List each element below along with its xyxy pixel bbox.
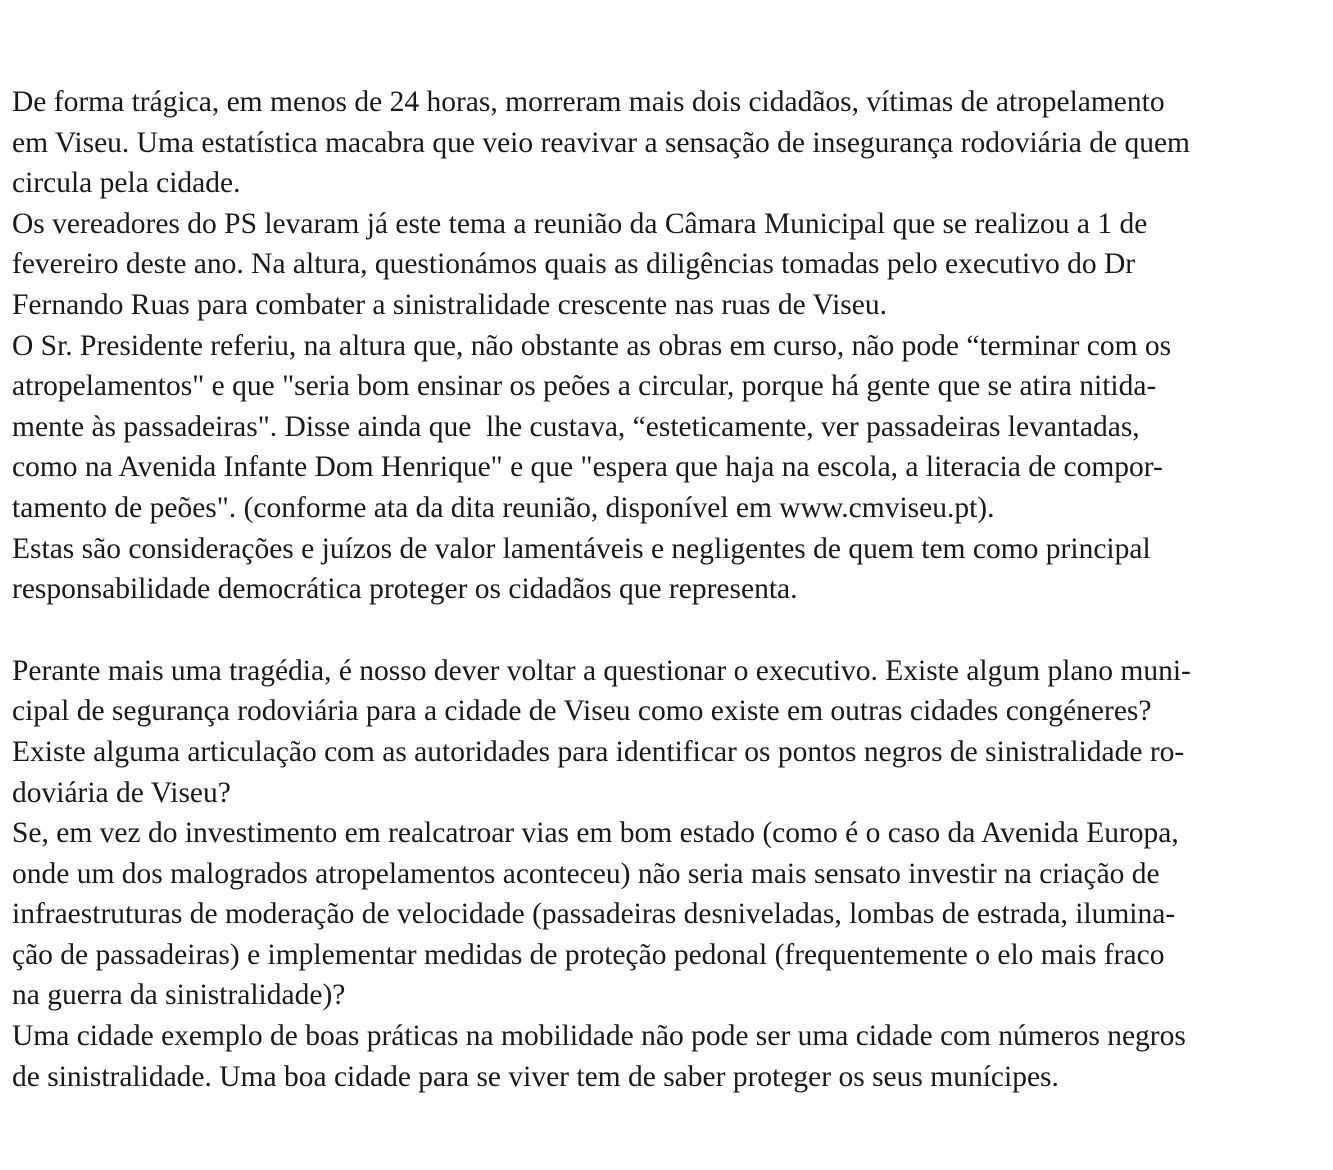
paragraph-conclusion bbox=[12, 1016, 1324, 1097]
text-line: fevereiro deste ano. Na altura, questionámos quais as diligências tomadas pelo executivo do Dr bbox=[12, 248, 1136, 281]
text-line: tamento de peões". (conforme ata da dita reunião, disponível em www.cmviseu.pt). bbox=[12, 491, 995, 524]
paragraph-articulation bbox=[12, 732, 1324, 813]
text-line: na guerra da sinistralidade)? bbox=[12, 979, 346, 1012]
text-line: de sinistralidade. Uma boa cidade para se viver tem de saber proteger os seus munícipes. bbox=[12, 1060, 1059, 1093]
text-line: Estas são considerações e juízos de valor lamentáveis e negligentes de quem tem como principal bbox=[12, 532, 1151, 565]
document-body bbox=[12, 82, 1324, 1097]
text-line: infraestruturas de moderação de velocidade (passadeiras desniveladas, lombas de estrada, ilumina- bbox=[12, 898, 1176, 931]
text-line: responsabilidade democrática proteger os cidadãos que representa. bbox=[12, 573, 798, 606]
text-line: circula pela cidade. bbox=[12, 167, 241, 200]
text-line: Uma cidade exemplo de boas práticas na mobilidade não pode ser uma cidade com números negros bbox=[12, 1020, 1186, 1053]
text-line: como na Avenida Infante Dom Henrique" e que "espera que haja na escola, a literacia de compor- bbox=[12, 451, 1163, 484]
paragraph-president-quote bbox=[12, 326, 1324, 529]
text-line: doviária de Viseu? bbox=[12, 776, 231, 809]
text-line: cipal de segurança rodoviária para a cidade de Viseu como existe em outras cidades congéneres? bbox=[12, 695, 1152, 728]
paragraph-spacer bbox=[12, 610, 1324, 651]
text-line: Existe alguma articulação com as autoridades para identificar os pontos negros de sinistralidade ro- bbox=[12, 735, 1185, 768]
text-line: Se, em vez do investimento em realcatroar vias em bom estado (como é o caso da Avenida Europa, bbox=[12, 817, 1179, 850]
paragraph-questions bbox=[12, 651, 1324, 732]
paragraph-ps-meeting bbox=[12, 204, 1324, 326]
text-line: em Viseu. Uma estatística macabra que veio reavivar a sensação de insegurança rodoviária de quem bbox=[12, 126, 1190, 159]
text-line: Os vereadores do PS levaram já este tema a reunião da Câmara Municipal que se realizou a 1 de bbox=[12, 207, 1148, 240]
text-line: Perante mais uma tragédia, é nosso dever voltar a questionar o executivo. Existe algum plano muni- bbox=[12, 654, 1191, 687]
text-line: De forma trágica, em menos de 24 horas, morreram mais dois cidadãos, vítimas de atropelamento bbox=[12, 86, 1165, 118]
text-line: Fernando Ruas para combater a sinistralidade crescente nas ruas de Viseu. bbox=[12, 288, 887, 321]
text-line: onde um dos malogrados atropelamentos aconteceu) não seria mais sensato investir na criação de bbox=[12, 857, 1160, 890]
text-line: ção de passadeiras) e implementar medidas de proteção pedonal (frequentemente o elo mais fraco bbox=[12, 938, 1165, 971]
paragraph-intro bbox=[12, 82, 1324, 204]
paragraph-considerations bbox=[12, 529, 1324, 610]
paragraph-investment bbox=[12, 813, 1324, 1016]
text-line: mente às passadeiras". Disse ainda que lhe custava, “esteticamente, ver passadeiras levantadas, bbox=[12, 410, 1140, 443]
text-line: O Sr. Presidente referiu, na altura que, não obstante as obras em curso, não pode “terminar com os bbox=[12, 329, 1172, 362]
text-line: atropelamentos" e que "seria bom ensinar os peões a circular, porque há gente que se atira nitida- bbox=[12, 370, 1157, 403]
